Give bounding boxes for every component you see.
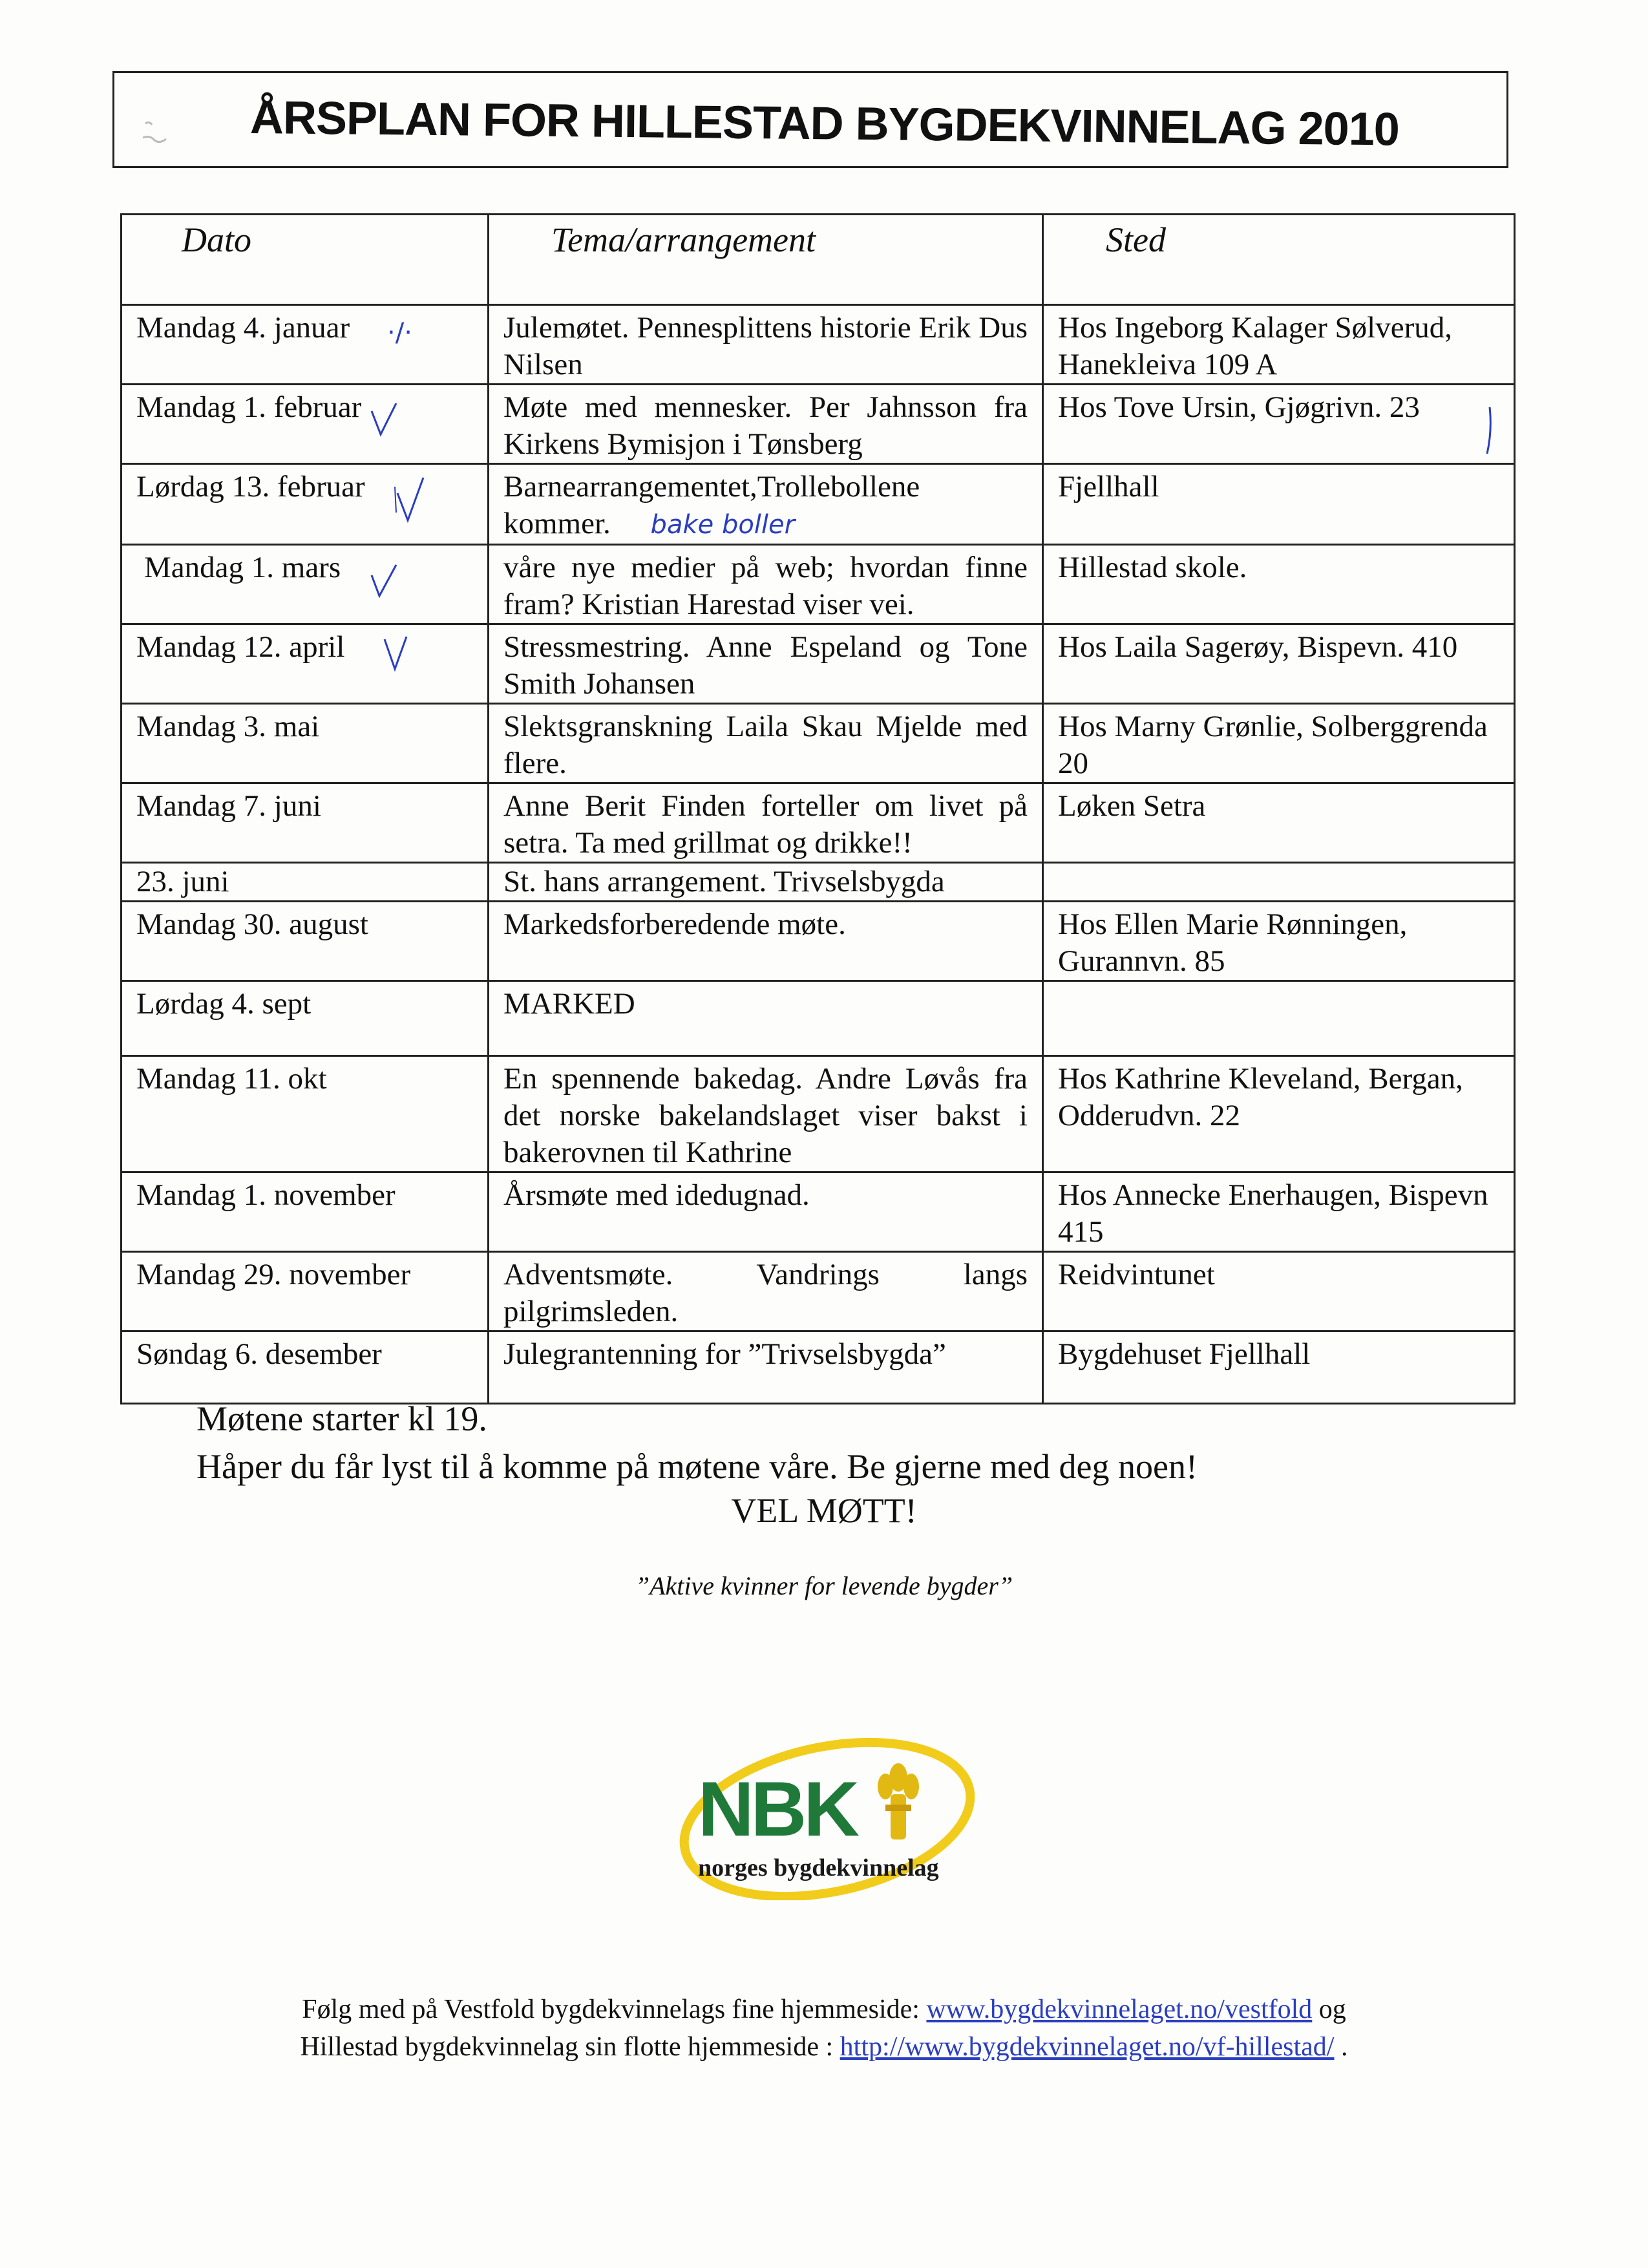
- logo-subtitle: norges bygdekvinnelag: [698, 1854, 939, 1881]
- schedule-table: [120, 213, 1516, 1404]
- tema-text: Barnearrangementet,Trollebollene kommer.: [503, 470, 920, 540]
- sted-cell: Hos Ingeborg Kalager Sølverud, Hanekleiva 109 A: [1043, 305, 1515, 385]
- sted-cell: Hos Laila Sagerøy, Bispevn. 410: [1043, 624, 1515, 704]
- date-text: Mandag 4. januar: [136, 311, 350, 344]
- links-text: og: [1318, 1995, 1346, 2024]
- check-mark-icon: [368, 399, 400, 438]
- sted-cell: [1043, 863, 1515, 902]
- motto: ”Aktive kvinner for levende bygder”: [635, 1571, 1013, 1600]
- welcome-text: VEL MØTT!: [731, 1491, 917, 1530]
- links-line-1: [0, 1991, 1648, 2028]
- table-row: [121, 704, 1515, 783]
- table-row: [121, 464, 1515, 545]
- links-text: Følg med på Vestfold bygdekvinnelags fine hjemmeside:: [302, 1995, 920, 2024]
- check-mark-icon: [381, 634, 413, 673]
- sted-cell: [1043, 981, 1515, 1056]
- date-cell: Mandag 3. mai: [121, 704, 489, 783]
- date-cell: [121, 305, 489, 385]
- header-tema: Tema/arrangement: [489, 215, 1043, 305]
- table-header-row: [121, 215, 1515, 305]
- table-row: [121, 385, 1515, 464]
- date-text: Mandag 12. april: [136, 630, 345, 664]
- date-cell: 23. juni: [121, 863, 489, 902]
- sted-cell: Bygdehuset Fjellhall: [1043, 1331, 1515, 1404]
- tema-cell: Markedsforberedende møte.: [489, 902, 1043, 981]
- svg-text:NBK: NBK: [698, 1766, 860, 1852]
- links-text: .: [1340, 2032, 1348, 2062]
- check-mark-icon: [394, 474, 426, 525]
- links-text: Hillestad bygdekvinnelag sin flotte hjemmeside :: [300, 2032, 834, 2062]
- wheat-sheaf-icon: [878, 1763, 919, 1839]
- sted-cell: Hos Kathrine Kleveland, Bergan, Odderudvn. 22: [1043, 1056, 1515, 1172]
- sted-cell: Reidvintunet: [1043, 1252, 1515, 1331]
- sted-cell: Fjellhall: [1043, 464, 1515, 545]
- tema-cell: St. hans arrangement. Trivselsbygda: [489, 863, 1043, 902]
- sted-cell: Hos Ellen Marie Rønningen, Gurannvn. 85: [1043, 902, 1515, 981]
- date-text: Mandag 1. mars: [144, 551, 341, 584]
- tema-cell: Julemøtet. Pennesplittens historie Erik Dus Nilsen: [489, 305, 1043, 385]
- pen-stroke-icon: [1483, 405, 1496, 456]
- tema-cell: [489, 464, 1043, 545]
- sted-text: Hos Tove Ursin, Gjøgrivn. 23: [1058, 390, 1420, 424]
- date-cell: Mandag 11. okt: [121, 1056, 489, 1172]
- tema-cell: Møte med mennesker. Per Jahnsson fra Kirkens Bymisjon i Tønsberg: [489, 385, 1043, 464]
- sted-cell: Hos Annecke Enerhaugen, Bispevn 415: [1043, 1172, 1515, 1252]
- table-row: [121, 783, 1515, 863]
- page-title: ÅRSPLAN FOR HILLESTAD BYGDEKVINNELAG 2010: [249, 92, 1400, 156]
- date-cell: [121, 624, 489, 704]
- table-row: [121, 1252, 1515, 1331]
- table-row: [121, 981, 1515, 1056]
- header-dato: Dato: [121, 215, 489, 305]
- tema-cell: våre nye medier på web; hvordan finne fram? Kristian Harestad viser vei.: [489, 545, 1043, 624]
- date-cell: [121, 385, 489, 464]
- date-cell: Mandag 30. august: [121, 902, 489, 981]
- handwritten-note: bake boller: [650, 510, 796, 540]
- meeting-time-text: Møtene starter kl 19.: [196, 1399, 487, 1438]
- tema-cell: Julegrantenning for ”Trivselsbygda”: [489, 1331, 1043, 1404]
- tema-cell: Adventsmøte. Vandrings langs pilgrimsleden.: [489, 1252, 1043, 1331]
- tema-cell: Årsmøte med idedugnad.: [489, 1172, 1043, 1252]
- vestfold-link[interactable]: www.bygdekvinnelaget.no/vestfold: [926, 1995, 1313, 2024]
- table-row: [121, 902, 1515, 981]
- date-cell: Lørdag 4. sept: [121, 981, 489, 1056]
- table-row: [121, 624, 1515, 704]
- nbk-logo: [672, 1732, 976, 1900]
- date-cell: Søndag 6. desember: [121, 1331, 489, 1404]
- tema-cell: Anne Berit Finden forteller om livet på setra. Ta med grillmat og drikke!!: [489, 783, 1043, 863]
- date-cell: Mandag 7. juni: [121, 783, 489, 863]
- sted-cell: Løken Setra: [1043, 783, 1515, 863]
- handwritten-mark: ·/·: [387, 318, 412, 348]
- date-cell: [121, 545, 489, 624]
- links-section: [0, 1991, 1648, 2066]
- header-sted: Sted: [1043, 215, 1515, 305]
- sted-cell: Hos Marny Grønlie, Solberggrenda 20: [1043, 704, 1515, 783]
- links-line-2: [0, 2028, 1648, 2066]
- table-row: [121, 545, 1515, 624]
- table-row: [121, 1172, 1515, 1252]
- title-box: [112, 71, 1508, 168]
- scribble-icon: [140, 118, 179, 151]
- tema-cell: Stressmestring. Anne Espeland og Tone Smith Johansen: [489, 624, 1043, 704]
- date-cell: [121, 464, 489, 545]
- table-row: [121, 1056, 1515, 1172]
- check-mark-icon: [368, 561, 400, 600]
- table-row: [121, 1331, 1515, 1404]
- date-cell: Mandag 1. november: [121, 1172, 489, 1252]
- tema-cell: En spennende bakedag. Andre Løvås fra det norske bakelandslaget viser bakst i bakerovnen til Kathrine: [489, 1056, 1043, 1172]
- date-cell: Mandag 29. november: [121, 1252, 489, 1331]
- date-text: Lørdag 13. februar: [136, 470, 365, 503]
- table-row: [121, 863, 1515, 902]
- tema-cell: MARKED: [489, 981, 1043, 1056]
- tema-cell: Slektsgranskning Laila Skau Mjelde med flere.: [489, 704, 1043, 783]
- hillestad-link[interactable]: http://www.bygdekvinnelaget.no/vf-hillestad/: [840, 2032, 1335, 2062]
- invitation-text: Håper du får lyst til å komme på møtene våre. Be gjerne med deg noen!: [196, 1447, 1198, 1486]
- date-text: Mandag 1. februar: [136, 390, 362, 424]
- sted-cell: [1043, 385, 1515, 464]
- table-row: [121, 305, 1515, 385]
- sted-cell: Hillestad skole.: [1043, 545, 1515, 624]
